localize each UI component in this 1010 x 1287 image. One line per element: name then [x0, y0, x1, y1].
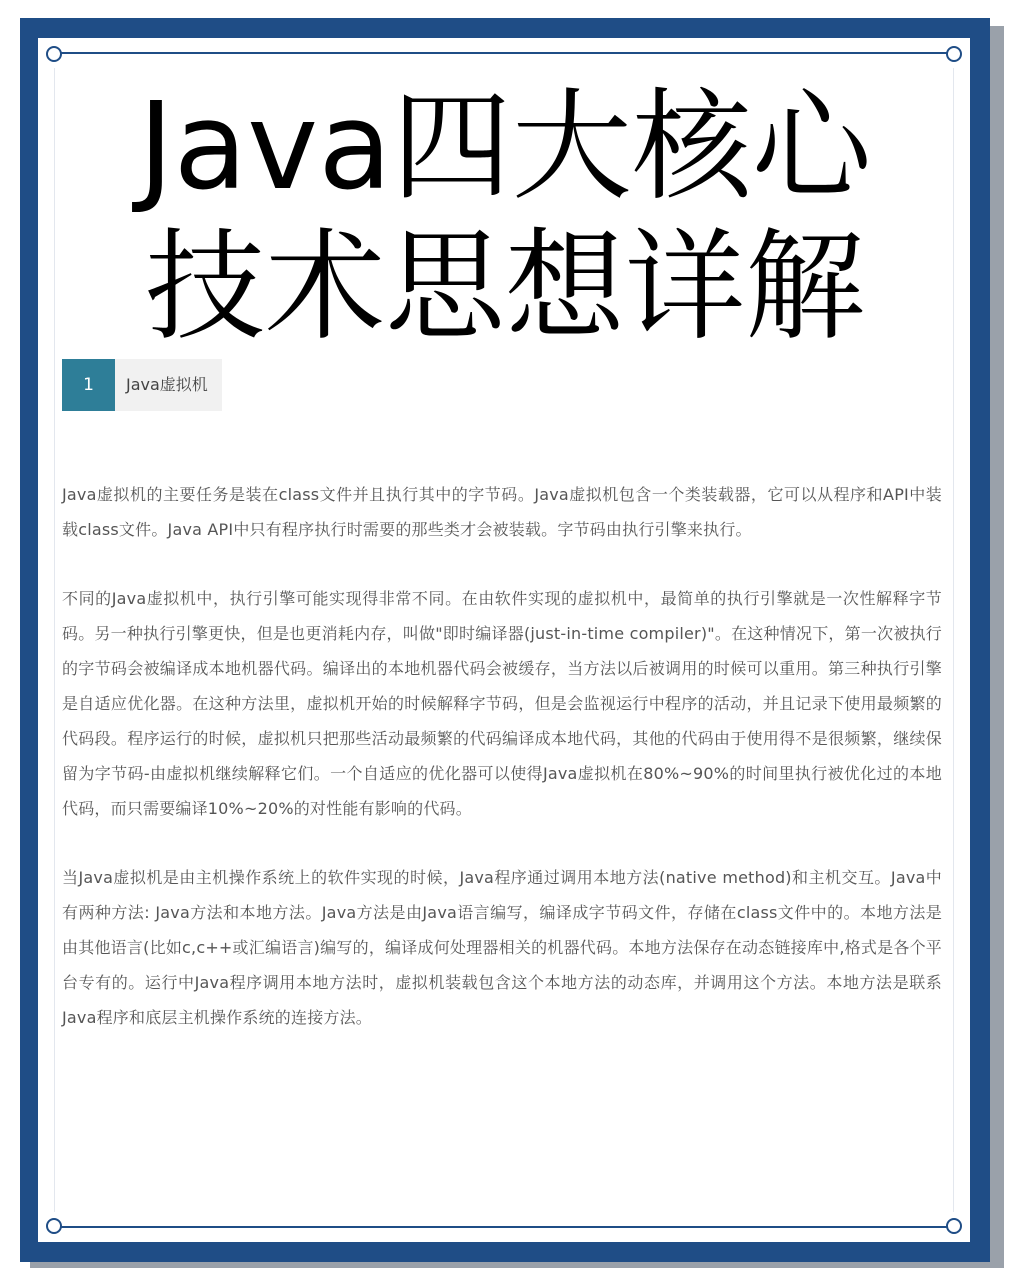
section-header	[62, 359, 222, 411]
paragraph-2: 不同的Java虚拟机中，执行引擎可能实现得非常不同。在由软件实现的虚拟机中，最简单的执行引擎就是一次性解释字节码。另一种执行引擎更快，但是也更消耗内存，叫做"即时编译器(just-in-time compiler)"。在这种情况下，第一次被执行的字节码会被编译成本地机器代码。编译出的本地机器代码会被缓存，当方法以后被调用的时候可以重用。第三种执行引擎是自适应优化器。在这种方法里，虚拟机开始的时候解释字节码，但是会监视运行中程序的活动，并且记录下使用最频繁的代码段。程序运行的时候，虚拟机只把那些活动最频繁的代码编译成本地代码，其他的代码由于使用得不是很频繁，继续保留为字节码-由虚拟机继续解释它们。一个自适应的优化器可以使得Java虚拟机在80%~90%的时间里执行被优化过的本地代码，而只需要编译10%~20%的对性能有影响的代码。	[62, 589, 942, 818]
bottom-border-rule	[56, 1226, 952, 1228]
corner-ornament-bottom-right	[946, 1218, 962, 1234]
corner-ornament-top-left	[46, 46, 62, 62]
top-border-rule	[56, 52, 952, 54]
page-title-line-1: Java四大核心	[138, 78, 872, 217]
paragraph-1: Java虚拟机的主要任务是装在class文件并且执行其中的字节码。Java虚拟机包含一个类装载器，它可以从程序和API中装载class文件。Java API中只有程序执行时需要的那些类才会被装载。字节码由执行引擎来执行。	[62, 485, 942, 539]
corner-ornament-bottom-left	[46, 1218, 62, 1234]
page-title-line-2: 技术思想详解	[145, 218, 865, 357]
section-title: Java虚拟机	[115, 359, 222, 411]
article-body	[62, 477, 942, 1069]
paragraph-3: 当Java虚拟机是由主机操作系统上的软件实现的时候，Java程序通过调用本地方法(native method)和主机交互。Java中有两种方法: Java方法和本地方法。Java方法是由Java语言编写，编译成字节码文件，存储在class文件中的。本地方法是由其他语言(比如c,c++或汇编语言)编写的，编译成何处理器相关的机器代码。本地方法保存在动态链接库中,格式是各个平台专有的。运行中Java程序调用本地方法时，虚拟机装载包含这个本地方法的动态库，并调用这个方法。本地方法是联系Java程序和底层主机操作系统的连接方法。	[62, 868, 942, 1027]
section-number-badge: 1	[62, 359, 115, 411]
corner-ornament-top-right	[946, 46, 962, 62]
